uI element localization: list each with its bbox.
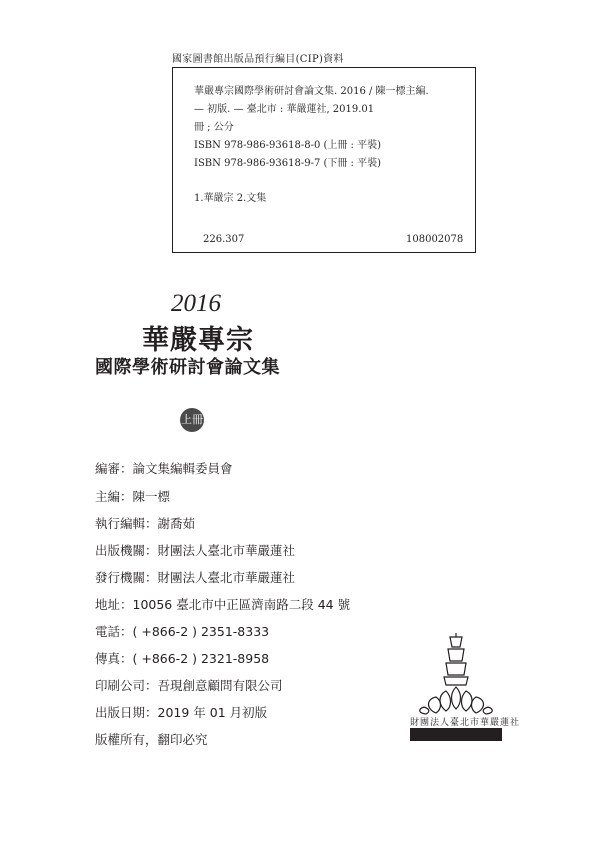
cip-subjects: 1.華嚴宗 2.文集 [194, 193, 267, 204]
lotus-society-logo [410, 633, 521, 743]
book-title: 華嚴專宗 [142, 325, 254, 356]
info-printer: 印刷公司：吾現創意顧問有限公司 [95, 678, 283, 693]
info-fax: 傳真：( +866-2 ) 2321-8958 [95, 651, 270, 666]
book-subtitle: 國際學術研討會論文集 [95, 357, 280, 378]
cip-control-number: 108002078 [406, 234, 464, 245]
lotus-pagoda-icon [410, 633, 502, 715]
info-publication-date: 出版日期：2019 年 01 月初版 [95, 705, 268, 720]
title-year: 2016 [171, 290, 221, 317]
info-phone: 電話：( +866-2 ) 2351-8333 [95, 624, 270, 639]
cip-edition-line: — 初版. — 臺北市 : 華嚴蓮社, 2019.01 [194, 104, 375, 115]
cip-heading: 國家圖書館出版品預行編目(CIP)資料 [172, 54, 344, 65]
cip-class-number: 226.307 [203, 234, 245, 245]
cip-volumes-line: 冊 ; 公分 [194, 122, 234, 133]
info-chief-editor: 主編：陳一標 [95, 489, 171, 504]
info-distributor: 發行機關：財團法人臺北市華嚴蓮社 [95, 570, 296, 585]
cip-record-box [172, 67, 476, 253]
cip-title-line: 華嚴專宗國際學術研討會論文集. 2016 / 陳一標主編. [194, 86, 429, 97]
logo-label: 財團法人臺北市華嚴蓮社 [410, 718, 521, 728]
info-publisher: 出版機關：財團法人臺北市華嚴蓮社 [95, 543, 296, 558]
logo-bar [410, 728, 502, 741]
volume-badge: 上冊 [180, 408, 204, 432]
cip-isbn-vol1: ISBN 978-986-93618-8-0 (上冊 : 平裝) [194, 140, 382, 151]
info-reviewer: 編審：論文集編輯委員會 [95, 461, 233, 476]
cip-isbn-vol2: ISBN 978-986-93618-9-7 (下冊 : 平裝) [194, 158, 382, 169]
info-copyright: 版權所有，翻印必究 [95, 732, 208, 747]
info-address: 地址：10056 臺北市中正區濟南路二段 44 號 [95, 597, 351, 612]
info-executive-editor: 執行編輯：謝喬茹 [95, 516, 196, 531]
